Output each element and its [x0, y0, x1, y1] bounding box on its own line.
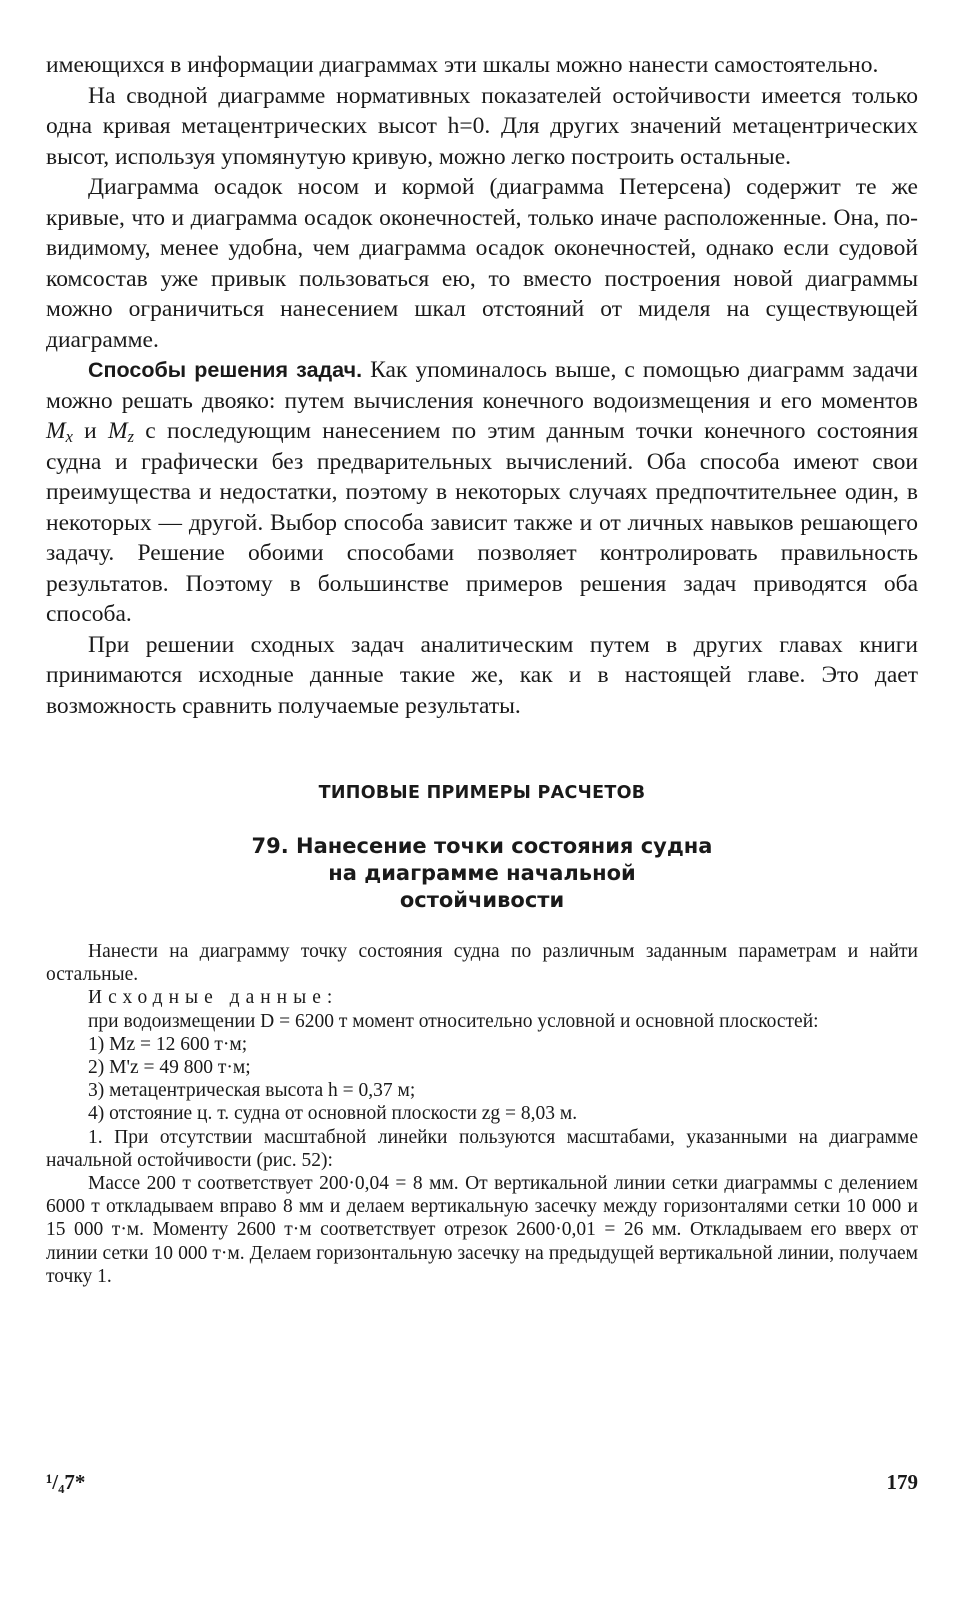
mz-subscript: z — [127, 427, 135, 447]
mx-subscript: x — [65, 427, 73, 447]
initial-item-4: 4) отстояние ц. т. судна от основной плоскости zg = 8,03 м. — [88, 1103, 578, 1125]
paragraph-3: Диаграмма осадок носом и кормой (диаграмма Петерсена) содержит те же кривые, что и диаграмма осадок оконечностей, только иначе расположенные. Она, по-видимому, менее удобна, чем диаграмма осадок оконечностей, однако если судовой комсостав уже привык пользоваться ею, то вместо построения новой диаграммы можно ограничиться нанесением шкал отстояний от миделя на существующей диаграмме. — [46, 174, 918, 353]
page-number: 179 — [886, 1470, 918, 1494]
paragraph-1: имеющихся в информации диаграммах эти шкалы можно нанести самостоятельно. — [46, 52, 879, 78]
initial-item-3: 3) метацентрическая высота h = 0,37 м; — [88, 1080, 416, 1102]
methods-and: и — [72, 418, 109, 444]
initial-data-label: Исходные данные: — [88, 987, 339, 1009]
methods-text-b: с последующим нанесением по этим данным точки конечного состояния судна и графически без предварительных вычислений. Оба способа имеют свои преимущества и недостатки, поэтому в некоторых случаях предпочтительнее один, в некоторых — другой. Выбор способа зависит также и от личных навыков решающего задачу. Решение обоими способами позволяет контролировать правильность результатов. Поэтому в большинстве примеров решения задач приводятся оба способа. — [46, 418, 919, 627]
example-title-line-2: на диаграмме начальной — [328, 861, 636, 885]
example-title-line-3: остойчивости — [399, 888, 565, 912]
initial-item-2: 2) M'z = 49 800 т·м; — [88, 1057, 251, 1079]
paragraph-closing: При решении сходных задач аналитическим путем в других главах книги принимаются исходные данные такие же, как и в настоящей главе. Это дает возможность сравнить получаемые результаты. — [46, 631, 918, 719]
signature-mark: ¹/₄7* — [46, 1470, 86, 1494]
paragraph-methods — [46, 355, 918, 630]
step-1-text: 1. При отсутствии масштабной линейки пользуются масштабами, указанными на диаграмме начальной остойчивости (рис. 52): — [46, 1126, 918, 1171]
mz-symbol: M — [108, 418, 128, 444]
initial-item-1: 1) Mz = 12 600 т·м; — [88, 1033, 248, 1055]
section-title: ТИПОВЫЕ ПРИМЕРЫ РАСЧЕТОВ — [318, 783, 646, 803]
example-title — [46, 833, 918, 914]
initial-data-intro: при водоизмещении D = 6200 т момент относительно условной и основной плоскостей: — [88, 1010, 819, 1032]
page-body — [46, 50, 918, 1288]
mx-symbol: M — [46, 418, 66, 444]
paragraph-2: На сводной диаграмме нормативных показателей остойчивости имеется только одна кривая метацентрических высот h=0. Для других значений метацентрических высот, используя упомянутую кривую, можно легко построить остальные. — [46, 82, 918, 170]
methods-text-a: Как упоминалось выше, с помощью диаграмм задачи можно решать двояко: путем вычисления конечного водоизмещения и его моментов — [46, 357, 919, 414]
task-text: Нанести на диаграмму точку состояния судна по различным заданным параметрам и найти остальные. — [46, 941, 918, 986]
step-1-detail: Массе 200 т соответствует 200·0,04 = 8 мм. От вертикальной линии сетки диаграммы с делением 6000 т откладываем вправо 8 мм и делаем вертикальную засечку между горизонталями сетки 10 000 и 15 000 т·м. Моменту 2600 т·м соответствует отрезок 2600·0,01 = 26 мм. Откладываем его вверх от линии сетки 10 000 т·м. Делаем горизонтальную засечку на предыдущей вертикальной линии, получаем точку 1. — [46, 1173, 918, 1287]
methods-lead: Способы решения задач. — [88, 358, 363, 382]
example-title-line-1: 79. Нанесение точки состояния судна — [251, 834, 713, 858]
